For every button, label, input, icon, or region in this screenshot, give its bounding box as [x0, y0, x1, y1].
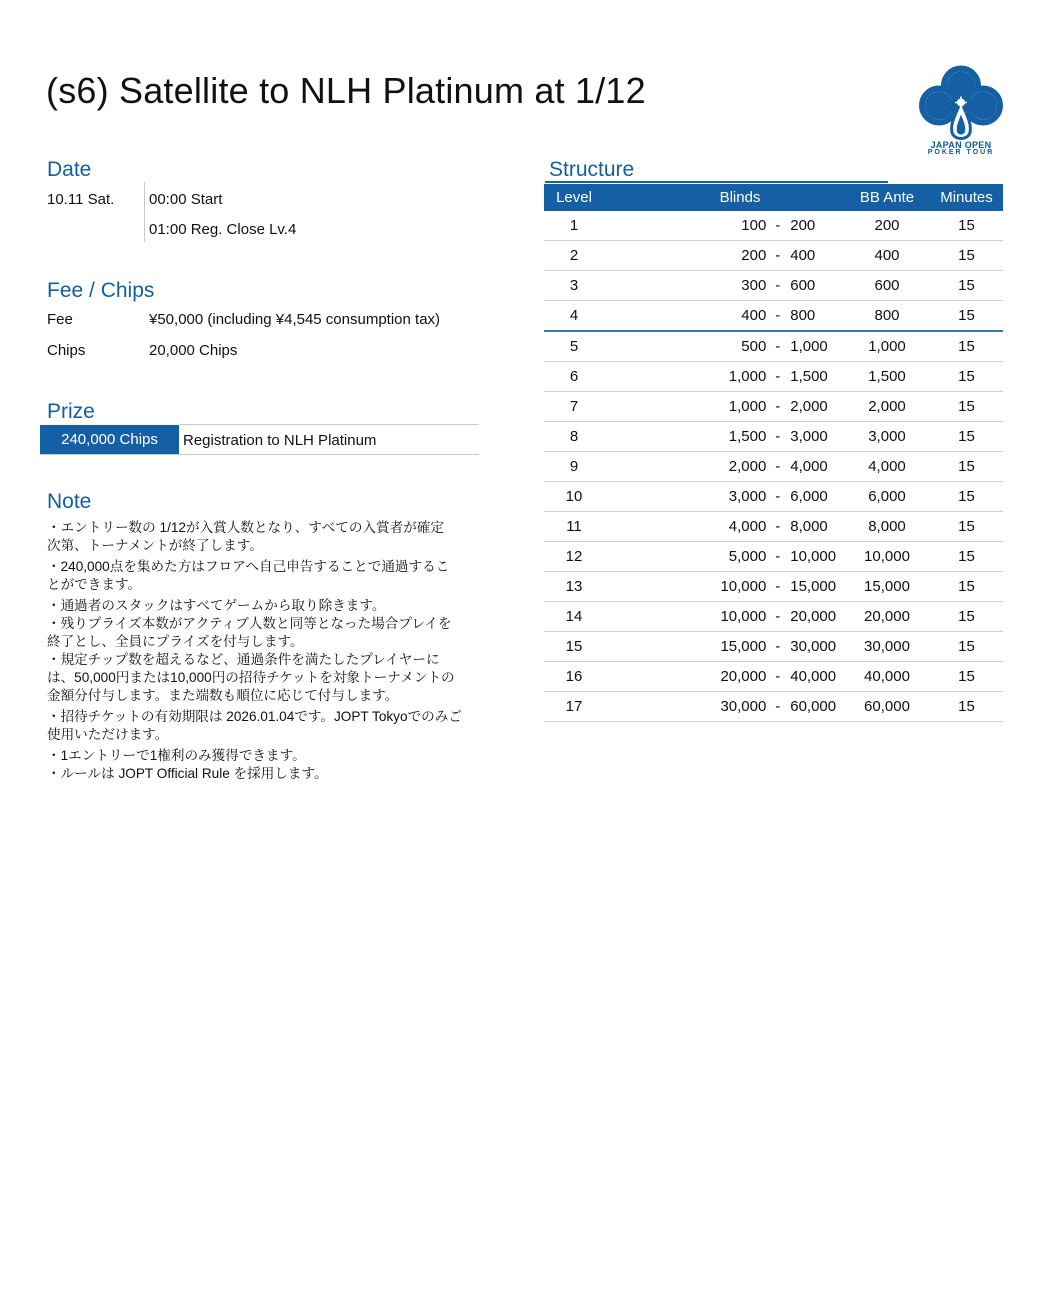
- cell-bb-ante: 6,000: [868, 488, 906, 505]
- cell-blinds: [604, 548, 844, 565]
- cell-small-blind: 20,000: [720, 668, 767, 685]
- logo-subtext: POKER TOUR: [927, 149, 995, 156]
- cell-minutes: 15: [958, 698, 975, 715]
- note-line: ・残りプライズ本数がアクティブ人数と同等となった場合プレイを: [47, 616, 452, 631]
- cell-bb-ante: 60,000: [864, 698, 910, 715]
- table-row: [544, 211, 1003, 241]
- prize-description: Registration to NLH Platinum: [183, 432, 377, 449]
- note-line: 次第、トーナメントが終了します。: [47, 538, 263, 553]
- cell-big-blind: 1,000: [790, 338, 828, 355]
- cell-bb-ante: 30,000: [864, 638, 910, 655]
- col-bb-ante: BB Ante: [859, 189, 915, 206]
- blinds-dash: -: [775, 277, 781, 294]
- cell-small-blind: 1,000: [728, 398, 767, 415]
- table-row: [544, 332, 1003, 362]
- note-line: ・規定チップ数を超えるなど、通過条件を満たしたプレイヤーに: [47, 652, 440, 667]
- cell-minutes: 15: [958, 247, 975, 264]
- table-row: [544, 542, 1003, 572]
- cell-bb-ante: 400: [874, 247, 900, 264]
- cell-level: 11: [566, 518, 582, 535]
- cell-small-blind: 100: [741, 217, 767, 234]
- cell-big-blind: 200: [790, 217, 816, 234]
- cell-big-blind: 15,000: [790, 578, 837, 595]
- cell-minutes: 15: [958, 548, 975, 565]
- blinds-dash: -: [775, 428, 781, 445]
- blinds-dash: -: [775, 518, 781, 535]
- col-minutes: Minutes: [940, 189, 993, 206]
- cell-bb-ante: 8,000: [868, 518, 906, 535]
- cell-small-blind: 300: [741, 277, 767, 294]
- blinds-dash: -: [775, 578, 781, 595]
- col-level: Level: [556, 189, 592, 206]
- cell-level: 1: [569, 217, 579, 234]
- cell-small-blind: 500: [741, 338, 767, 355]
- fee-value: ¥50,000 (including ¥4,545 consumption tax): [149, 311, 441, 328]
- date-divider: [144, 182, 145, 242]
- blinds-dash: -: [775, 638, 781, 655]
- blinds-dash: -: [775, 548, 781, 565]
- cell-bb-ante: 2,000: [868, 398, 906, 415]
- cell-minutes: 15: [958, 578, 975, 595]
- note-line: ・通過者のスタックはすべてゲームから取り除きます。: [47, 598, 386, 613]
- cell-bb-ante: 1,000: [868, 338, 906, 355]
- cell-level: 14: [565, 608, 583, 625]
- table-row: [544, 692, 1003, 722]
- cell-big-blind: 400: [790, 247, 816, 264]
- cell-minutes: 15: [958, 638, 975, 655]
- cell-minutes: 15: [958, 458, 975, 475]
- note-line: ・240,000点を集めた方はフロアへ自己申告することで通過するこ: [47, 559, 450, 574]
- cell-level: 2: [569, 247, 579, 264]
- cell-big-blind: 60,000: [790, 698, 837, 715]
- cell-big-blind: 30,000: [790, 638, 837, 655]
- cell-big-blind: 6,000: [790, 488, 828, 505]
- cell-blinds: [604, 578, 844, 595]
- prize-heading: Prize: [47, 400, 95, 423]
- fee-label: Fee: [47, 311, 73, 328]
- cell-big-blind: 600: [790, 277, 816, 294]
- cell-minutes: 15: [958, 338, 975, 355]
- cell-small-blind: 10,000: [720, 578, 767, 595]
- note-line: とができます。: [47, 577, 142, 592]
- table-row: [544, 362, 1003, 392]
- cell-minutes: 15: [958, 398, 975, 415]
- cell-blinds: [604, 638, 844, 655]
- cell-bb-ante: 600: [874, 277, 900, 294]
- cell-minutes: 15: [958, 608, 975, 625]
- blinds-dash: -: [775, 488, 781, 505]
- blinds-dash: -: [775, 307, 781, 324]
- blinds-dash: -: [775, 368, 781, 385]
- blinds-dash: -: [775, 338, 781, 355]
- cell-blinds: [604, 307, 844, 324]
- cell-blinds: [604, 247, 844, 264]
- cell-small-blind: 10,000: [720, 608, 767, 625]
- prize-bottom-rule: [40, 454, 479, 455]
- cell-level: 7: [569, 398, 579, 415]
- note-line: 金額分付与します。また端数も順位に応じて付与します。: [47, 688, 399, 703]
- start-time: 00:00 Start: [149, 191, 223, 208]
- cell-minutes: 15: [958, 668, 975, 685]
- cell-level: 9: [569, 458, 579, 475]
- cell-level: 8: [569, 428, 579, 445]
- cell-big-blind: 1,500: [790, 368, 828, 385]
- table-row: [544, 632, 1003, 662]
- note-line: 終了とし、全員にプライズを付与します。: [47, 634, 304, 649]
- cell-blinds: [604, 458, 844, 475]
- cell-blinds: [604, 608, 844, 625]
- prize-top-rule: [179, 424, 479, 425]
- table-row: [544, 602, 1003, 632]
- cell-bb-ante: 10,000: [864, 548, 910, 565]
- structure-heading: Structure: [549, 158, 635, 181]
- cell-level: 17: [565, 698, 583, 715]
- cell-small-blind: 5,000: [728, 548, 767, 565]
- cell-minutes: 15: [958, 518, 975, 535]
- cell-bb-ante: 200: [874, 217, 900, 234]
- note-line: ・エントリー数の 1/12が入賞人数となり、すべての入賞者が確定: [47, 520, 444, 535]
- table-row: [544, 422, 1003, 452]
- cell-level: 16: [565, 668, 583, 685]
- cell-level: 6: [569, 368, 579, 385]
- chips-value: 20,000 Chips: [149, 342, 238, 359]
- cell-bb-ante: 1,500: [868, 368, 906, 385]
- cell-big-blind: 20,000: [790, 608, 837, 625]
- table-row: [544, 482, 1003, 512]
- cell-big-blind: 4,000: [790, 458, 828, 475]
- cell-small-blind: 2,000: [728, 458, 767, 475]
- cell-big-blind: 10,000: [790, 548, 837, 565]
- structure-table-header: [544, 184, 1003, 211]
- cell-small-blind: 3,000: [728, 488, 767, 505]
- cell-blinds: [604, 518, 844, 535]
- blinds-dash: -: [775, 217, 781, 234]
- table-row: [544, 392, 1003, 422]
- note-line: ・招待チケットの有効期限は 2026.01.04です。JOPT Tokyoでのみご: [47, 709, 462, 724]
- date-heading: Date: [47, 158, 92, 181]
- date-day: 10.11 Sat.: [47, 191, 115, 208]
- note-line: ・1エントリーで1権利のみ獲得できます。: [47, 748, 306, 763]
- cell-blinds: [604, 398, 844, 415]
- cell-blinds: [604, 428, 844, 445]
- cell-small-blind: 30,000: [720, 698, 767, 715]
- cell-small-blind: 200: [741, 247, 767, 264]
- cell-blinds: [604, 277, 844, 294]
- structure-heading-rule: [545, 181, 888, 183]
- cell-minutes: 15: [958, 307, 975, 324]
- blinds-dash: -: [775, 608, 781, 625]
- cell-level: 10: [565, 488, 583, 505]
- table-row: [544, 512, 1003, 542]
- cell-minutes: 15: [958, 277, 975, 294]
- table-row: [544, 271, 1003, 301]
- cell-bb-ante: 4,000: [868, 458, 906, 475]
- table-row: [544, 572, 1003, 602]
- table-row: [544, 662, 1003, 692]
- note-text: [47, 519, 477, 783]
- cell-level: 15: [565, 638, 583, 655]
- cell-blinds: [604, 217, 844, 234]
- cell-minutes: 15: [958, 368, 975, 385]
- table-row: [544, 241, 1003, 271]
- cell-small-blind: 400: [741, 307, 767, 324]
- cell-big-blind: 40,000: [790, 668, 837, 685]
- prize-amount: 240,000 Chips: [40, 425, 179, 455]
- cell-blinds: [604, 368, 844, 385]
- cell-small-blind: 1,000: [728, 368, 767, 385]
- cell-small-blind: 15,000: [720, 638, 767, 655]
- cell-minutes: 15: [958, 488, 975, 505]
- note-line: ・ルールは JOPT Official Rule を採用します。: [47, 766, 328, 781]
- cell-blinds: [604, 698, 844, 715]
- cell-bb-ante: 40,000: [864, 668, 910, 685]
- cell-level: 12: [565, 548, 583, 565]
- cell-big-blind: 8,000: [790, 518, 828, 535]
- cell-level: 13: [565, 578, 583, 595]
- page-title: (s6) Satellite to NLH Platinum at 1/12: [46, 70, 646, 111]
- cell-minutes: 15: [958, 428, 975, 445]
- cell-blinds: [604, 668, 844, 685]
- cell-minutes: 15: [958, 217, 975, 234]
- reg-close-time: 01:00 Reg. Close Lv.4: [149, 221, 297, 238]
- structure-rows: [544, 211, 1003, 722]
- cell-bb-ante: 15,000: [864, 578, 910, 595]
- cell-level: 4: [569, 307, 579, 324]
- blinds-dash: -: [775, 698, 781, 715]
- cell-big-blind: 800: [790, 307, 816, 324]
- logo-text: JAPAN OPEN: [930, 140, 992, 150]
- chips-label: Chips: [47, 342, 86, 359]
- col-blinds: Blinds: [719, 189, 761, 206]
- table-row: [544, 301, 1003, 332]
- cell-blinds: [604, 488, 844, 505]
- blinds-dash: -: [775, 247, 781, 264]
- cell-blinds: [604, 338, 844, 355]
- cell-small-blind: 1,500: [728, 428, 767, 445]
- cell-level: 5: [569, 338, 579, 355]
- blinds-dash: -: [775, 668, 781, 685]
- blinds-dash: -: [775, 398, 781, 415]
- table-row: [544, 452, 1003, 482]
- blinds-dash: -: [775, 458, 781, 475]
- cell-bb-ante: 20,000: [864, 608, 910, 625]
- note-line: 使用いただけます。: [47, 727, 169, 742]
- note-line: は、50,000円または10,000円の招待チケットを対象トーナメントの: [47, 670, 455, 685]
- fee-chips-heading: Fee / Chips: [47, 279, 155, 302]
- cell-bb-ante: 3,000: [868, 428, 906, 445]
- structure-table: [544, 184, 1003, 722]
- cell-small-blind: 4,000: [728, 518, 767, 535]
- note-heading: Note: [47, 490, 92, 513]
- cell-big-blind: 3,000: [790, 428, 828, 445]
- cell-level: 3: [569, 277, 579, 294]
- cell-bb-ante: 800: [874, 307, 900, 324]
- cell-big-blind: 2,000: [790, 398, 828, 415]
